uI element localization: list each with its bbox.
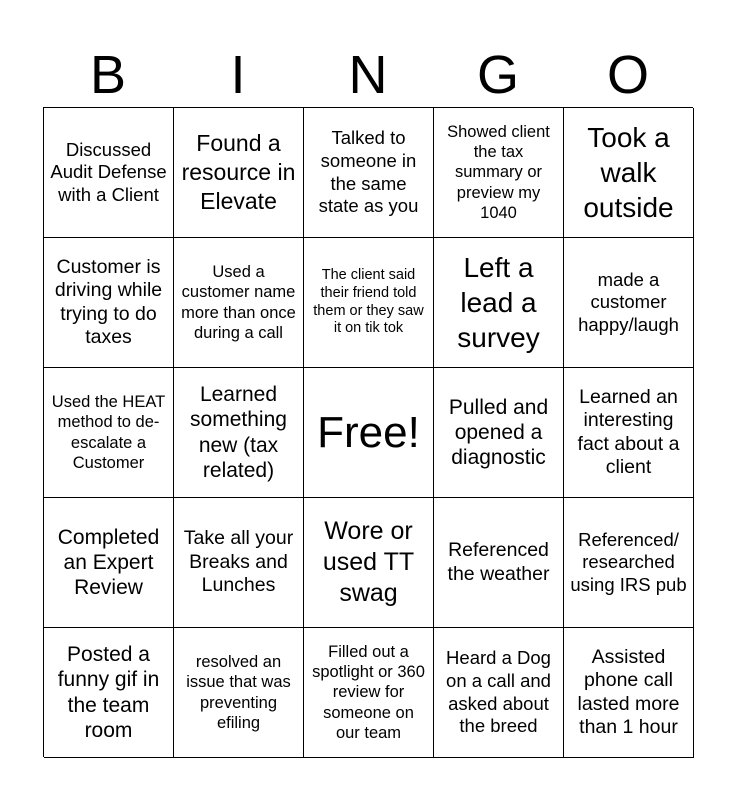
bingo-grid [43, 107, 693, 757]
cell-text: Filled out a spotlight or 360 review for someone on our team [312, 643, 425, 742]
cell-text: Customer is driving while trying to do taxes [54, 255, 163, 348]
cell-text: Used a customer name more than once during a call [181, 263, 296, 342]
free-space-cell[interactable] [304, 368, 434, 498]
header-letter-g: G [476, 45, 519, 105]
header-letter-o: O [606, 45, 649, 105]
bingo-cell[interactable] [434, 108, 564, 238]
bingo-cell[interactable] [44, 498, 174, 628]
header-letter-n: N [348, 45, 388, 105]
bingo-header [43, 42, 693, 108]
cell-text: Left a lead a survey [457, 252, 540, 353]
bingo-cell[interactable] [44, 108, 174, 238]
bingo-cell[interactable] [174, 628, 304, 758]
cell-text: Assisted phone call lasted more than 1 hour [577, 645, 680, 738]
bingo-cell[interactable] [44, 238, 174, 368]
bingo-cell[interactable] [304, 238, 434, 368]
bingo-cell[interactable] [564, 368, 694, 498]
bingo-cell[interactable] [564, 498, 694, 628]
header-letter-b: B [89, 45, 127, 105]
bingo-cell[interactable] [174, 108, 304, 238]
bingo-cell[interactable] [44, 628, 174, 758]
bingo-cell[interactable] [174, 498, 304, 628]
bingo-cell[interactable] [304, 108, 434, 238]
bingo-cell[interactable] [44, 368, 174, 498]
bingo-cell[interactable] [304, 628, 434, 758]
cell-text: Learned something new (tax related) [190, 383, 287, 482]
bingo-cell[interactable] [564, 108, 694, 238]
bingo-cell[interactable] [564, 238, 694, 368]
cell-text: Showed client the tax summary or preview my 1040 [447, 123, 550, 222]
bingo-cell[interactable] [174, 238, 304, 368]
cell-text: resolved an issue that was preventing efiling [186, 653, 291, 732]
bingo-cell[interactable] [434, 628, 564, 758]
bingo-cell[interactable] [174, 368, 304, 498]
cell-text: Referenced/ researched using IRS pub [570, 528, 687, 595]
cell-text: The client said their friend told them or they saw it on tik tok [313, 267, 424, 337]
free-space-text: Free! [317, 407, 420, 457]
bingo-cell[interactable] [434, 498, 564, 628]
bingo-cell[interactable] [434, 368, 564, 498]
header-letter-i: I [230, 45, 246, 105]
cell-text: made a customer happy/laugh [578, 268, 679, 335]
cell-text: Learned an interesting fact about a client [577, 385, 680, 478]
cell-text: Referenced the weather [447, 539, 550, 585]
cell-text: Posted a funny gif in the team room [57, 643, 160, 742]
cell-text: Found a resource in Elevate [181, 130, 296, 214]
bingo-cell[interactable] [434, 238, 564, 368]
bingo-cell[interactable] [564, 628, 694, 758]
cell-text: Pulled and opened a diagnostic [448, 395, 549, 470]
cell-text: Heard a Dog on a call and asked about the breed [446, 647, 551, 737]
bingo-cell[interactable] [304, 498, 434, 628]
cell-text: Used the HEAT method to de-escalate a Customer [51, 393, 166, 472]
cell-text: Discussed Audit Defense with a Client [50, 138, 167, 205]
cell-text: Talked to someone in the same state as you [318, 127, 419, 217]
cell-text: Took a walk outside [583, 122, 674, 223]
cell-text: Completed an Expert Review [57, 525, 160, 600]
cell-text: Take all your Breaks and Lunches [183, 527, 294, 597]
cell-text: Wore or used TT swag [322, 516, 415, 608]
